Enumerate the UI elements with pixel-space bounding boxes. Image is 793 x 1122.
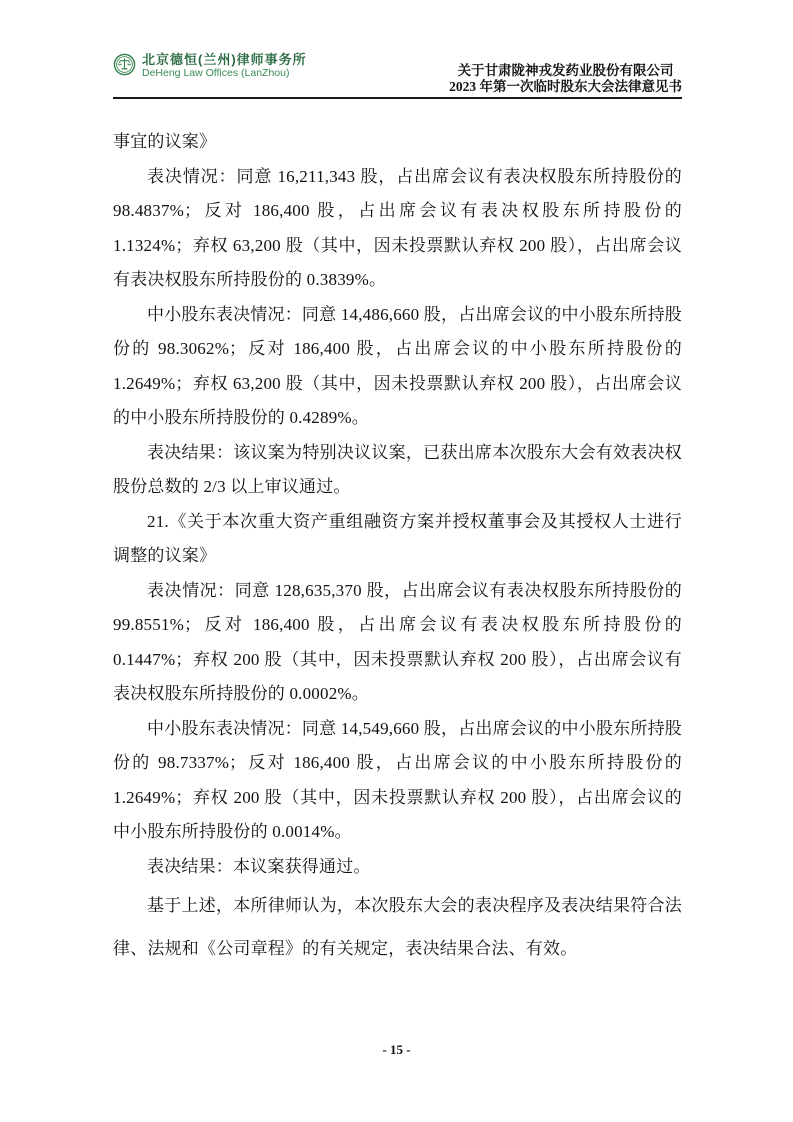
- firm-name-en: DeHeng Law Offices (LanZhou): [142, 67, 290, 79]
- deheng-logo-icon: [113, 53, 136, 76]
- paragraph-item20-vote-summary: 表决情况：同意 16,211,343 股，占出席会议有表决权股东所持股份的 98.4837%；反对 186,400 股，占出席会议有表决权股东所持股份的 1.1324%；弃权 63,200 股（其中，因未投票默认弃权 200 股），占出席会议有表决权股东所持股份的 0.3839%。: [113, 166, 682, 289]
- document-title: [449, 63, 682, 94]
- document-body: [113, 125, 682, 970]
- paragraph-item20-vote-result: 表决结果：该议案为特别决议议案，已获出席本次股东大会有效表决权股份总数的 2/3 以上审议通过。: [113, 442, 682, 496]
- page-footer: [0, 1042, 793, 1058]
- paragraph-item21-vote-result: 表决结果：本议案获得通过。: [147, 856, 371, 876]
- paragraph-item21-vote-summary: 表决情况：同意 128,635,370 股，占出席会议有表决权股东所持股份的 99.8551%；反对 186,400 股，占出席会议有表决权股东所持股份的 0.1447%；弃权 200 股（其中，因未投票默认弃权 200 股），占出席会议有表决权股东所持股份的 0.0002%。: [113, 580, 682, 703]
- paragraph-item20-title-continuation: 事宜的议案》: [113, 132, 217, 151]
- firm-name-block: [142, 52, 307, 80]
- paragraph-item21-title: 21.《关于本次重大资产重组融资方案并授权董事会及其授权人士进行调整的议案》: [113, 511, 682, 565]
- paragraph-item20-minority-vote-summary: 中小股东表决情况：同意 14,486,660 股，占出席会议的中小股东所持股份的 98.3062%；反对 186,400 股，占出席会议的中小股东所持股份的 1.2649%；弃权 63,200 股（其中，因未投票默认弃权 200 股），占出席会议的中小股东所持股份的 0.4289%。: [113, 304, 682, 427]
- paragraph-lawyer-conclusion: 基于上述，本所律师认为，本次股东大会的表决程序及表决结果符合法律、法规和《公司章程》的有关规定，表决结果合法、有效。: [113, 896, 682, 958]
- page-number: - 15 -: [382, 1042, 411, 1057]
- document-title-line2: 2023 年第一次临时股东大会法律意见书: [449, 78, 682, 94]
- document-title-line1: 关于甘肃陇神戎发药业股份有限公司: [457, 63, 674, 78]
- paragraph-item21-minority-vote-summary: 中小股东表决情况：同意 14,549,660 股，占出席会议的中小股东所持股份的 98.7337%；反对 186,400 股，占出席会议的中小股东所持股份的 1.2649%；弃权 200 股（其中，因未投票默认弃权 200 股），占出席会议的中小股东所持股份的 0.0014%。: [113, 718, 682, 841]
- header-rule: [113, 97, 682, 99]
- firm-identity: [113, 52, 307, 80]
- page-header: [113, 52, 682, 94]
- firm-name-zh: 北京德恒(兰州)律师事务所: [142, 52, 307, 67]
